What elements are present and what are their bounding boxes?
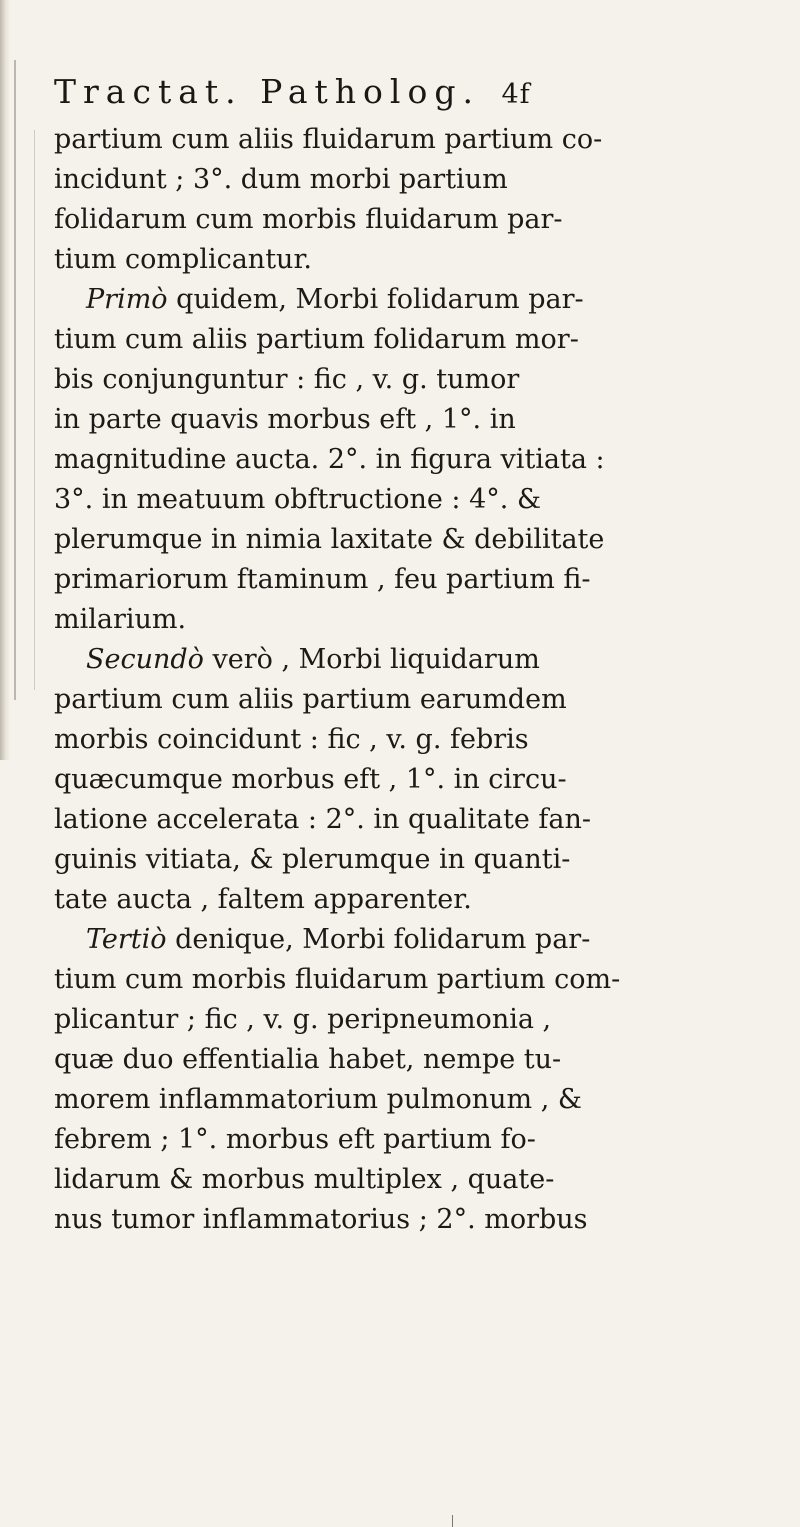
text-line: plerumque in nimia laxitate & debilitate	[54, 524, 605, 555]
text-line: tate aucta , faltem apparenter.	[54, 884, 472, 915]
page-number: 4f	[501, 79, 531, 110]
running-header-title: Tractat. Patholog.	[54, 72, 480, 111]
text-line: guinis vitiata, & plerumque in quanti-	[54, 844, 571, 875]
text-line: folidarum cum morbis fluidarum par-	[54, 204, 563, 235]
text-line: 3°. in meatuum obftructione : 4°. &	[54, 484, 541, 515]
paragraph-lead-word: Tertiò	[86, 924, 167, 955]
text-line: incidunt ; 3°. dum morbi partium	[54, 164, 508, 195]
body-text	[54, 120, 774, 1240]
text-line: morem inflammatorium pulmonum , &	[54, 1084, 582, 1115]
paragraph-lead-word: Secundò	[86, 644, 204, 675]
text-line: bis conjunguntur : fic , v. g. tumor	[54, 364, 520, 395]
text-line: milarium.	[54, 604, 187, 635]
text-line: tium cum morbis fluidarum partium com-	[54, 964, 621, 995]
text-line: febrem ; 1°. morbus eft partium fo-	[54, 1124, 536, 1155]
text-line: plicantur ; fic , v. g. peripneumonia ,	[54, 1004, 552, 1035]
paragraph-lead-word: Primò	[86, 284, 168, 315]
text-line: tium cum aliis partium folidarum mor-	[54, 324, 579, 355]
text-line: quæ duo effentialia habet, nempe tu-	[54, 1044, 562, 1075]
text-line: in parte quavis morbus eft , 1°. in	[54, 404, 516, 435]
text-line: primariorum ftaminum , feu partium fi-	[54, 564, 591, 595]
text-line: quæcumque morbus eft , 1°. in circu-	[54, 764, 567, 795]
binding-edge-line-inner	[34, 130, 35, 690]
running-header	[54, 72, 694, 112]
text-line: tium complicantur.	[54, 244, 312, 275]
text-line: partium cum aliis fluidarum partium co-	[54, 124, 603, 155]
stray-ink-mark	[452, 1515, 453, 1527]
text-line: magnitudine aucta. 2°. in figura vitiata :	[54, 444, 605, 475]
text-line: latione accelerata : 2°. in qualitate fan-	[54, 804, 592, 835]
text-line: lidarum & morbus multiplex , quate-	[54, 1164, 555, 1195]
text-line: partium cum aliis partium earumdem	[54, 684, 567, 715]
paragraph-start-line: Primò quidem, Morbi folidarum par-	[86, 284, 584, 315]
binding-edge-line	[14, 60, 16, 700]
paragraph-start-line: Tertiò denique, Morbi folidarum par-	[86, 924, 591, 955]
paragraph-start-line: Secundò verò , Morbi liquidarum	[86, 644, 540, 675]
page-gutter-shadow	[0, 0, 10, 760]
text-line: nus tumor inflammatorius ; 2°. morbus	[54, 1204, 588, 1235]
text-line: morbis coincidunt : fic , v. g. febris	[54, 724, 529, 755]
